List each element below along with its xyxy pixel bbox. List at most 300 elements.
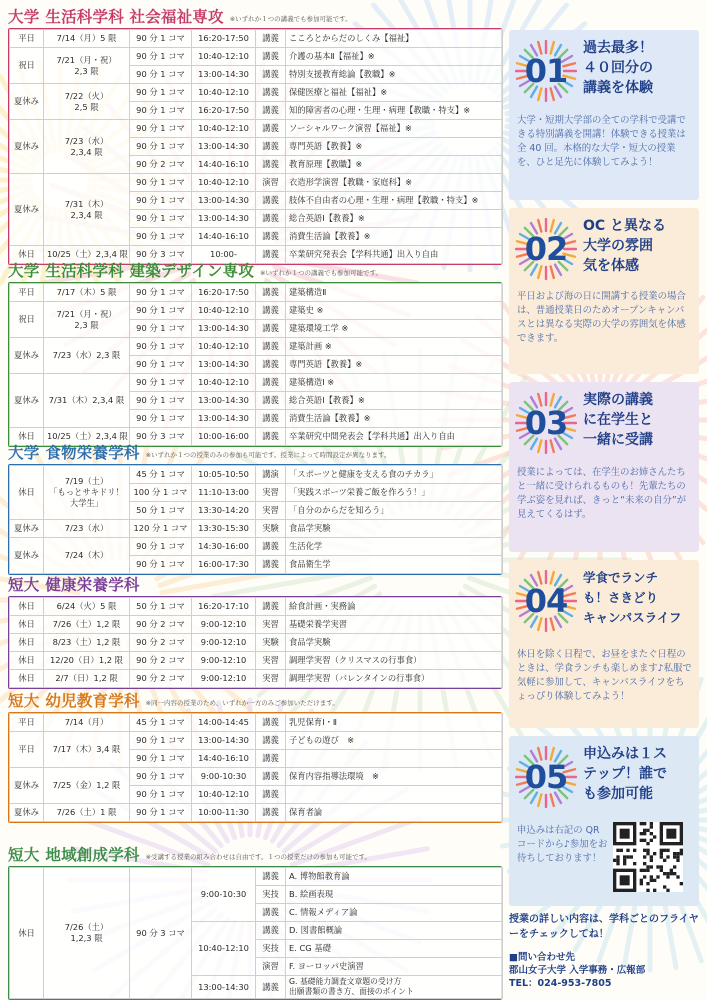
class-type-cell: 講義 (256, 66, 286, 84)
course-title-cell: A. 博物館教育論 (286, 868, 503, 886)
time-cell: 10:40-12:10 (192, 922, 256, 976)
duration-cell: 90 分 1 コマ (130, 410, 192, 428)
course-title-cell: 消費生活論【教養】※ (286, 228, 503, 246)
course-title-cell: 総合英語Ⅰ【教養】※ (286, 210, 503, 228)
card-title: OC と異なる 大学の雰囲 気を体感 (583, 218, 667, 274)
course-title-cell: 建築計画 ※ (286, 338, 503, 356)
duration-cell: 90 分 2 コマ (130, 634, 192, 652)
date-cell: 7/26（土）1 限 (44, 804, 130, 822)
table-row (10, 868, 503, 886)
section-kind: 大学 (8, 8, 40, 26)
schedule-table (9, 283, 503, 446)
time-cell: 14:00-14:45 (192, 714, 256, 732)
date-cell: 7/23（水） 2,3,4 限 (44, 120, 130, 174)
table-row (10, 598, 503, 616)
course-title-cell: 衣造形学演習【教職・家庭科】※ (286, 174, 503, 192)
duration-cell: 90 分 1 コマ (130, 356, 192, 374)
table-row (10, 538, 503, 556)
class-type-cell: 講義 (256, 302, 286, 320)
section-title (8, 690, 140, 712)
section-frame (8, 464, 502, 575)
section-child (8, 688, 502, 823)
date-cell: 7/24（木） (44, 538, 130, 574)
class-type-cell: 講義 (256, 320, 286, 338)
section-title (8, 574, 140, 596)
class-type-cell: 実技 (256, 940, 286, 958)
section-kind: 短大 (8, 576, 40, 594)
course-title-cell: 総合英語Ⅰ【教養】※ (286, 392, 503, 410)
course-title-cell: 基礎栄養学実習 (286, 616, 503, 634)
date-cell: 7/17（木）3,4 限 (44, 732, 130, 768)
time-cell: 14:40-16:10 (192, 228, 256, 246)
section-name: 地域創成学科 (45, 846, 140, 864)
duration-cell: 90 分 1 コマ (130, 786, 192, 804)
time-cell: 10:40-12:10 (192, 48, 256, 66)
section-welfare (8, 4, 502, 265)
section-header (8, 440, 502, 464)
duration-cell: 45 分 1 コマ (130, 714, 192, 732)
date-cell: 7/26（土） 1,2,3 限 (44, 868, 130, 999)
card-title: 申込みは１ス テップ！誰で も参加可能 (583, 746, 667, 802)
table-row (10, 302, 503, 320)
duration-cell: 90 分 1 コマ (130, 102, 192, 120)
section-name: 健康栄養学科 (45, 576, 140, 594)
section-note: ※同一内容の授業のため、いずれか一方のみご参加いただけます。 (145, 699, 339, 707)
section-name: 生活科学科 社会福祉専攻 (45, 8, 224, 26)
course-title-cell: 建築構造Ⅱ (286, 284, 503, 302)
class-type-cell: 実習 (256, 652, 286, 670)
date-cell: 7/22（火） 2,5 限 (44, 84, 130, 120)
section-name: 幼児教育学科 (45, 692, 140, 710)
time-cell: 9:00-10:30 (192, 768, 256, 786)
time-cell: 13:00-14:30 (192, 320, 256, 338)
course-title-cell: 食品学実験 (286, 634, 503, 652)
day-type-cell: 休日 (10, 868, 44, 999)
class-type-cell: 講義 (256, 84, 286, 102)
day-type-cell: 夏休み (10, 538, 44, 574)
feature-card-04 (509, 560, 699, 728)
day-type-cell: 夏休み (10, 120, 44, 174)
time-cell: 14:40-16:10 (192, 750, 256, 768)
date-cell: 12/20（日）1,2 限 (44, 652, 130, 670)
class-type-cell: 講義 (256, 768, 286, 786)
section-note: ※いずれか１つの授業のみの参加も可能です。授業によって時間設定が異なります。 (145, 451, 391, 459)
schedule-table (9, 713, 503, 822)
duration-cell: 90 分 1 コマ (130, 338, 192, 356)
duration-cell: 90 分 1 コマ (130, 302, 192, 320)
duration-cell: 50 分 1 コマ (130, 502, 192, 520)
card-number-badge (515, 40, 577, 102)
time-cell: 13:30-14:20 (192, 502, 256, 520)
course-title-cell: 建築環境工学 ※ (286, 320, 503, 338)
class-type-cell: 実技 (256, 886, 286, 904)
date-cell: 7/17（木）5 限 (44, 284, 130, 302)
section-health (8, 572, 502, 689)
time-cell: 13:00-14:30 (192, 732, 256, 750)
course-title-cell: ソーシャルワーク演習【福祉】※ (286, 120, 503, 138)
course-title-cell: 特別支援教育総論【教職】※ (286, 66, 503, 84)
time-cell: 10:00- (192, 246, 256, 264)
card-title: 過去最多！ ４０回分の 講義を体験 (583, 40, 653, 96)
time-cell: 9:00-12:10 (192, 634, 256, 652)
class-type-cell: 講義 (256, 338, 286, 356)
section-kind: 短大 (8, 692, 40, 710)
class-type-cell: 講義 (256, 246, 286, 264)
day-type-cell: 夏休み (10, 338, 44, 374)
course-title-cell: 専門英語【教養】※ (286, 138, 503, 156)
section-food (8, 440, 502, 575)
section-header (8, 688, 502, 712)
section-header (8, 258, 502, 282)
date-cell: 2/7（日）1,2 限 (44, 670, 130, 688)
class-type-cell: 講義 (256, 556, 286, 574)
class-type-cell: 実習 (256, 502, 286, 520)
course-title-cell: 建築史 ※ (286, 302, 503, 320)
day-type-cell: 夏休み (10, 174, 44, 246)
section-frame (8, 282, 502, 447)
date-cell: 10/25（土）2,3,4 限 (44, 428, 130, 446)
duration-cell: 90 分 1 コマ (130, 392, 192, 410)
class-type-cell: 講義 (256, 138, 286, 156)
duration-cell: 90 分 1 コマ (130, 84, 192, 102)
time-cell: 13:00-14:30 (192, 410, 256, 428)
schedule-table (9, 29, 503, 264)
duration-cell: 90 分 2 コマ (130, 670, 192, 688)
duration-cell: 90 分 1 コマ (130, 120, 192, 138)
date-cell: 6/24（火）5 限 (44, 598, 130, 616)
class-type-cell: 講義 (256, 904, 286, 922)
day-type-cell: 休日 (10, 428, 44, 446)
course-title-cell: 食品衛生学 (286, 556, 503, 574)
class-type-cell: 実習 (256, 616, 286, 634)
date-cell: 7/31（木） 2,3,4 限 (44, 174, 130, 246)
section-kind: 短大 (8, 846, 40, 864)
class-type-cell: 実験 (256, 634, 286, 652)
duration-cell: 90 分 3 コマ (130, 868, 192, 999)
time-cell: 13:00-14:30 (192, 976, 256, 999)
course-title-cell: 介護の基本Ⅱ【福祉】※ (286, 48, 503, 66)
class-type-cell: 講義 (256, 356, 286, 374)
card-number-badge (515, 392, 577, 454)
day-type-cell: 夏休み (10, 84, 44, 120)
course-title-cell: 子どもの遊び ※ (286, 732, 503, 750)
contact-org: 郡山女子大学 入学事務・広報部 (509, 965, 646, 976)
card-number-badge (515, 746, 577, 808)
feature-card-03 (509, 382, 699, 552)
contact-block (509, 951, 701, 990)
day-type-cell: 平日 (10, 284, 44, 302)
course-title-cell: G. 基礎能力調査文章題の受け方 出願書類の書き方、面接のポイント (286, 976, 503, 999)
feature-card-05 (509, 736, 699, 906)
course-title-cell: C. 情報メディア論 (286, 904, 503, 922)
time-cell: 9:00-12:10 (192, 616, 256, 634)
time-cell: 16:20-17:50 (192, 102, 256, 120)
class-type-cell: 実験 (256, 520, 286, 538)
flyer-note: 授業の詳しい内容は、学科ごとのフライヤーをチェックしてね！ (509, 914, 699, 940)
card-number-badge (515, 218, 577, 280)
class-type-cell: 講義 (256, 714, 286, 732)
duration-cell: 90 分 1 コマ (130, 750, 192, 768)
time-cell: 10:40-12:10 (192, 120, 256, 138)
time-cell: 10:40-12:10 (192, 338, 256, 356)
section-kind: 大学 (8, 262, 40, 280)
time-cell: 13:00-14:30 (192, 392, 256, 410)
class-type-cell: 講義 (256, 102, 286, 120)
class-type-cell: 講義 (256, 428, 286, 446)
course-title-cell: F. ヨーロッパ史演習 (286, 958, 503, 976)
duration-cell: 90 分 3 コマ (130, 246, 192, 264)
section-note: ※いずれか１つの講義でも参加可能です。 (260, 269, 382, 277)
course-title-cell: 教育原理【教職】※ (286, 156, 503, 174)
application-qr-code[interactable] (613, 822, 683, 892)
time-cell: 13:00-14:30 (192, 138, 256, 156)
time-cell: 13:00-14:30 (192, 210, 256, 228)
date-cell: 7/23（水） (44, 520, 130, 538)
course-title-cell: 卒業研究中間発表会【学科共通】出入り自由 (286, 428, 503, 446)
card-number: 01 (524, 52, 568, 90)
date-cell: 7/14（月）5 限 (44, 30, 130, 48)
qr-code-icon (613, 822, 683, 892)
table-row (10, 634, 503, 652)
card-number: 05 (524, 758, 568, 796)
table-row (10, 30, 503, 48)
card-body: 大学・短期大学部の全ての学科で受講できる特別講義を開講！体験できる授業は全 40 回。本格的な大学・短大の授業を、ひと足先に体験してみよう！ (517, 115, 686, 168)
table-row (10, 466, 503, 484)
day-type-cell: 休日 (10, 246, 44, 264)
day-type-cell: 平日 (10, 30, 44, 48)
class-type-cell: 講義 (256, 228, 286, 246)
date-cell: 7/26（土）1,2 限 (44, 616, 130, 634)
day-type-cell: 平日 (10, 732, 44, 768)
class-type-cell: 講義 (256, 732, 286, 750)
table-row (10, 804, 503, 822)
duration-cell: 90 分 1 コマ (130, 804, 192, 822)
class-type-cell: 講義 (256, 192, 286, 210)
duration-cell: 90 分 1 コマ (130, 732, 192, 750)
contact-tel[interactable]: TEL：024-953-7805 (509, 978, 612, 989)
time-cell: 10:40-12:10 (192, 786, 256, 804)
time-cell: 16:00-17:30 (192, 556, 256, 574)
day-type-cell: 夏休み (10, 768, 44, 804)
time-cell: 16:20-17:50 (192, 30, 256, 48)
time-cell: 14:30-16:00 (192, 538, 256, 556)
duration-cell: 90 分 1 コマ (130, 210, 192, 228)
class-type-cell: 講義 (256, 374, 286, 392)
course-title-cell (286, 750, 503, 768)
class-type-cell: 講義 (256, 410, 286, 428)
class-type-cell: 演習 (256, 958, 286, 976)
card-number: 04 (524, 582, 568, 620)
section-name: 生活科学科 建築デザイン専攻 (45, 262, 255, 280)
class-type-cell: 講義 (256, 48, 286, 66)
course-title-cell: D. 図書館概論 (286, 922, 503, 940)
course-title-cell: 保育者論 (286, 804, 503, 822)
section-header (8, 842, 502, 866)
course-title-cell: こころとからだのしくみ【福祉】 (286, 30, 503, 48)
course-title-cell: 生活化学 (286, 538, 503, 556)
time-cell: 10:40-12:10 (192, 84, 256, 102)
duration-cell: 90 分 1 コマ (130, 174, 192, 192)
time-cell: 10:05-10:50 (192, 466, 256, 484)
duration-cell: 90 分 1 コマ (130, 538, 192, 556)
time-cell: 13:30-15:30 (192, 520, 256, 538)
table-row (10, 732, 503, 750)
date-cell: 7/25（金）1,2 限 (44, 768, 130, 804)
time-cell: 13:00-14:30 (192, 192, 256, 210)
duration-cell: 90 分 1 コマ (130, 66, 192, 84)
course-title-cell: B. 絵画表現 (286, 886, 503, 904)
card-title: 学食でランチ も！さきどり キャンパスライフ (583, 570, 682, 625)
schedule-table (9, 465, 503, 574)
schedule-table (9, 867, 503, 999)
duration-cell: 90 分 1 コマ (130, 192, 192, 210)
day-type-cell: 休日 (10, 616, 44, 634)
feature-card-02 (509, 208, 699, 374)
table-row (10, 48, 503, 66)
table-row (10, 338, 503, 356)
duration-cell: 90 分 1 コマ (130, 768, 192, 786)
section-note: ※いずれか１つの講義でも参加可能です。 (229, 15, 352, 23)
course-title-cell: 「スポーツと健康を支える食のチカラ」 (286, 466, 503, 484)
duration-cell: 100 分 1 コマ (130, 484, 192, 502)
time-cell: 16:20-17:10 (192, 598, 256, 616)
date-cell: 7/31（木）2,3,4 限 (44, 374, 130, 428)
duration-cell: 50 分 1 コマ (130, 598, 192, 616)
section-title (8, 6, 224, 28)
time-cell: 10:40-12:10 (192, 374, 256, 392)
day-type-cell: 平日 (10, 714, 44, 732)
day-type-cell: 休日 (10, 670, 44, 688)
course-title-cell: 建築構造Ⅰ ※ (286, 374, 503, 392)
course-title-cell: 消費生活論【教養】※ (286, 410, 503, 428)
time-cell: 14:40-16:10 (192, 156, 256, 174)
date-cell: 10/25（土）2,3,4 限 (44, 246, 130, 264)
duration-cell: 90 分 1 コマ (130, 30, 192, 48)
section-title (8, 844, 140, 866)
course-title-cell: 保健医療と福祉【福祉】※ (286, 84, 503, 102)
date-cell: 7/19（土） 「もっとサキドリ！ 大学生」 (44, 466, 130, 520)
section-frame (8, 596, 502, 689)
class-type-cell: 講義 (256, 868, 286, 886)
time-cell: 13:00-14:30 (192, 66, 256, 84)
contact-label: ■問い合わせ先 (509, 952, 575, 963)
card-body: 申込みは右記の QR コードから♪参加をお待ちしております！ (517, 825, 608, 864)
day-type-cell: 休日 (10, 466, 44, 520)
table-row (10, 768, 503, 786)
section-title (8, 442, 140, 464)
section-frame (8, 712, 502, 823)
section-note: ※受講する授業の組み合わせは自由です。１つの授業だけの参加も可能です。 (145, 853, 372, 861)
day-type-cell: 夏休み (10, 804, 44, 822)
table-row (10, 714, 503, 732)
card-number-badge (515, 570, 577, 632)
day-type-cell: 祝日 (10, 48, 44, 84)
course-title-cell: 肢体不自由者の心理・生理・病理【教職・特支】※ (286, 192, 503, 210)
section-header (8, 572, 502, 596)
card-number: 02 (524, 230, 568, 268)
class-type-cell: 講義 (256, 976, 286, 999)
time-cell: 13:00-14:30 (192, 356, 256, 374)
feature-card-01 (509, 30, 699, 200)
day-type-cell: 夏休み (10, 374, 44, 428)
course-title-cell: 調理学実習（クリスマスの行事食） (286, 652, 503, 670)
duration-cell: 90 分 1 コマ (130, 284, 192, 302)
class-type-cell: 講義 (256, 750, 286, 768)
schedule-table (9, 597, 503, 688)
date-cell: 7/21（月・祝） 2,3 限 (44, 302, 130, 338)
class-type-cell: 講義 (256, 120, 286, 138)
card-body: 休日を除く日程で、お昼をまたぐ日程のときは、学食ランチも楽しめます♪私服で気軽に参加して、キャンパスライフをちょっぴり体験してみよう！ (517, 649, 692, 702)
time-cell: 11:10-13:00 (192, 484, 256, 502)
class-type-cell: 講義 (256, 922, 286, 940)
course-title-cell: E. CG 基礎 (286, 940, 503, 958)
duration-cell: 90 分 2 コマ (130, 156, 192, 174)
card-body: 平日および海の日に開講する授業の場合は、普通授業日のためオープンキャンパスとは異なる実際の大学の雰囲気を体感できます。 (517, 291, 686, 344)
class-type-cell: 講義 (256, 392, 286, 410)
time-cell: 10:00-16:00 (192, 428, 256, 446)
class-type-cell: 講義 (256, 598, 286, 616)
day-type-cell: 祝日 (10, 302, 44, 338)
class-type-cell: 講義 (256, 538, 286, 556)
class-type-cell: 演習 (256, 174, 286, 192)
duration-cell: 90 分 1 コマ (130, 374, 192, 392)
duration-cell: 90 分 1 コマ (130, 138, 192, 156)
day-type-cell: 夏休み (10, 520, 44, 538)
section-arch (8, 258, 502, 447)
course-title-cell: 「実践スポーツ栄養ご飯を作ろう！」 (286, 484, 503, 502)
table-row (10, 174, 503, 192)
course-title-cell: 調理学実習（バレンタインの行事食） (286, 670, 503, 688)
class-type-cell: 実習 (256, 670, 286, 688)
table-row (10, 652, 503, 670)
duration-cell: 90 分 2 コマ (130, 652, 192, 670)
section-frame (8, 28, 502, 265)
course-title-cell: 知的障害者の心理・生理・病理【教職・特支】※ (286, 102, 503, 120)
section-region (8, 842, 502, 1000)
duration-cell: 45 分 1 コマ (130, 466, 192, 484)
day-type-cell: 休日 (10, 598, 44, 616)
table-row (10, 120, 503, 138)
card-body: 授業によっては、在学生のお姉さんたちと一緒に受けられるものも！先輩たちの学ぶ姿を見れば、きっと“未来の自分”が見えてくるはず。 (517, 467, 687, 520)
class-type-cell: 講義 (256, 156, 286, 174)
class-type-cell: 講義 (256, 30, 286, 48)
course-title-cell: 乳児保育Ⅰ・Ⅱ (286, 714, 503, 732)
date-cell: 7/14（月） (44, 714, 130, 732)
course-title-cell: 保育内容指導法環境 ※ (286, 768, 503, 786)
class-type-cell: 講演 (256, 466, 286, 484)
card-title: 実際の講義 に在学生と 一緒に受講 (583, 392, 653, 448)
card-number: 03 (524, 404, 568, 442)
duration-cell: 90 分 1 コマ (130, 228, 192, 246)
course-title-cell: 卒業研究発表会【学科共通】出入り自由 (286, 246, 503, 264)
date-cell: 8/23（土）1,2 限 (44, 634, 130, 652)
course-title-cell: 「自分のからだを知ろう」 (286, 502, 503, 520)
table-row (10, 284, 503, 302)
class-type-cell: 講義 (256, 786, 286, 804)
duration-cell: 90 分 3 コマ (130, 428, 192, 446)
time-cell: 10:40-12:10 (192, 174, 256, 192)
section-header (8, 4, 502, 28)
table-row (10, 616, 503, 634)
section-frame (8, 866, 502, 1000)
duration-cell: 90 分 2 コマ (130, 616, 192, 634)
section-kind: 大学 (8, 444, 40, 462)
duration-cell: 90 分 1 コマ (130, 48, 192, 66)
time-cell: 10:00-11:30 (192, 804, 256, 822)
course-title-cell: 専門英語【教養】※ (286, 356, 503, 374)
duration-cell: 120 分 1 コマ (130, 520, 192, 538)
time-cell: 9:00-10:30 (192, 868, 256, 922)
